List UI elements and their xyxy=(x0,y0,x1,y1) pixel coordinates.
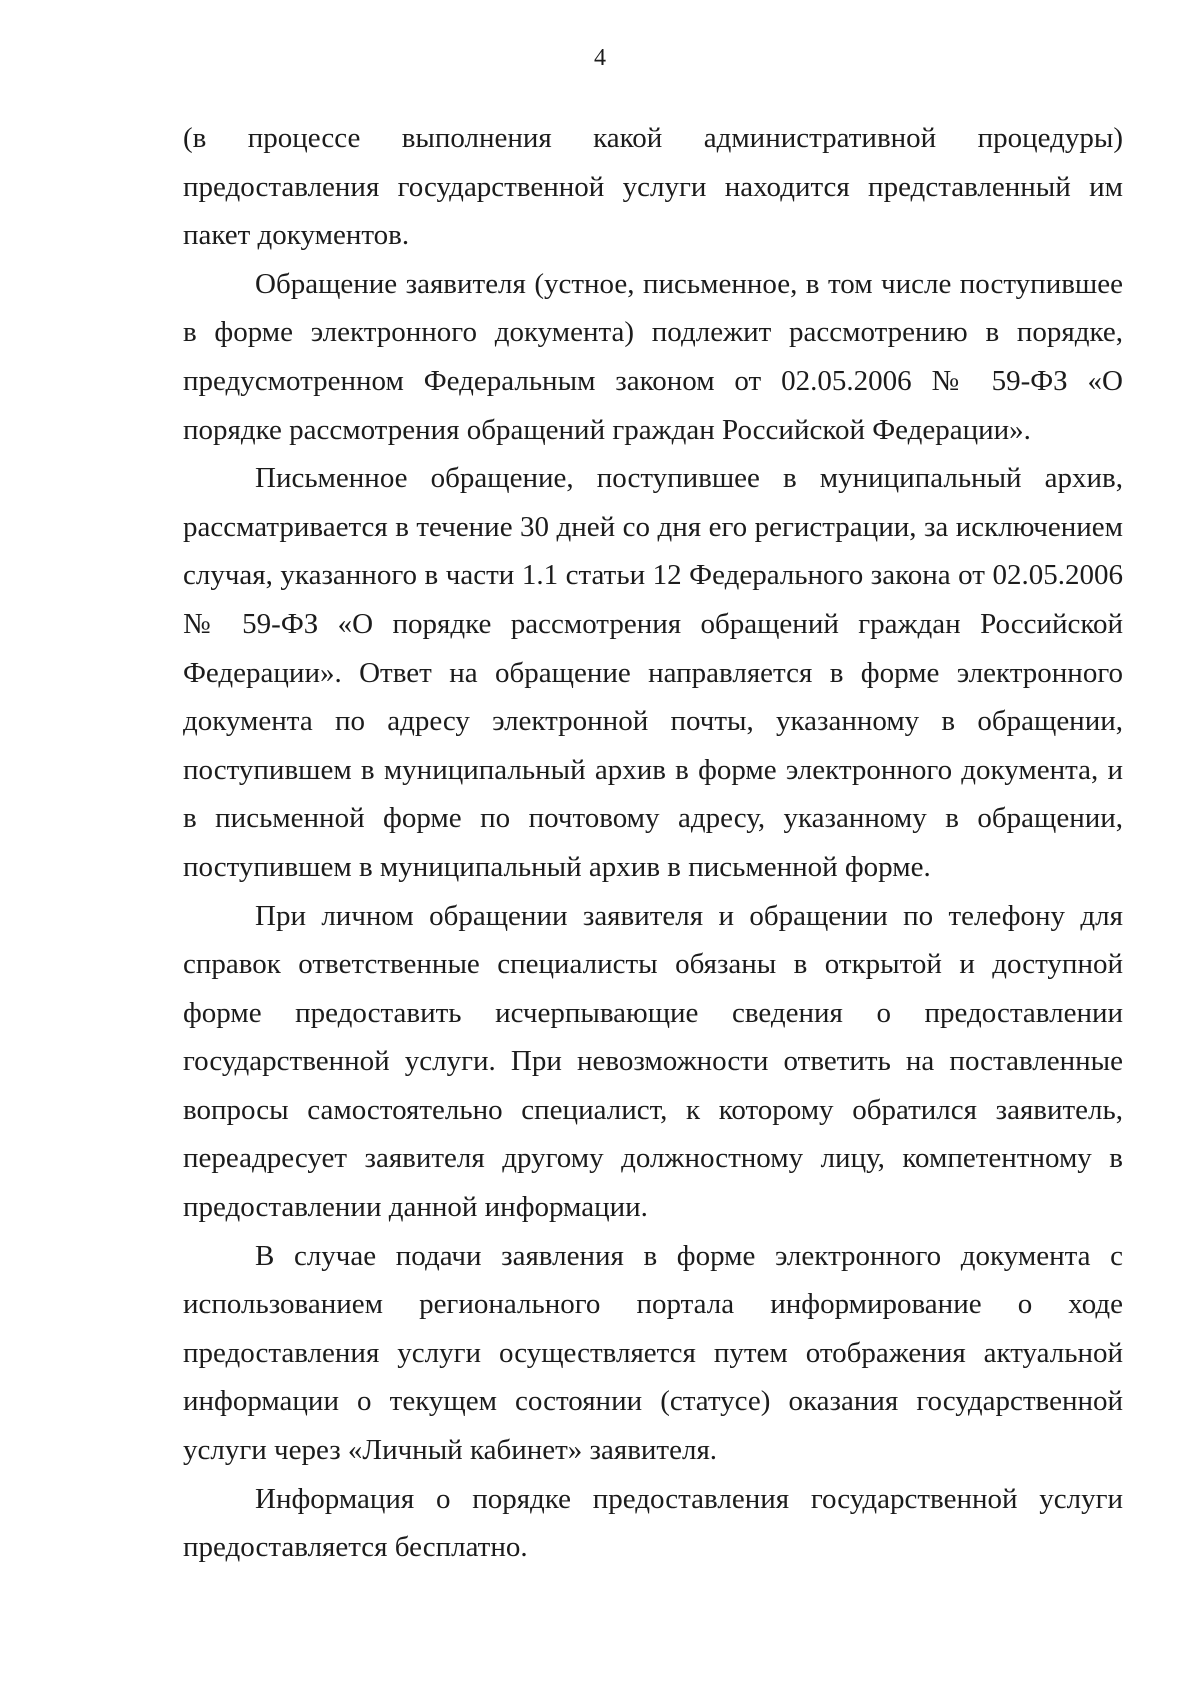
paragraph-personal-appeal: При личном обращении заявителя и обращении по телефону для справок ответственные специалисты обязаны в открытой и доступной форме предоставить исчерпывающие сведения о предоставлении государственной услуги. При невозможности ответить на поставленные вопросы самостоятельно специалист, к которому обратился заявитель, переадресует заявителя другому должностному лицу, компетентному в предоставлении данной информации. xyxy=(183,899,1123,1224)
paragraph-appeal-review: Обращение заявителя (устное, письменное, в том числе поступившее в форме электронного документа) подлежит рассмотрению в порядке, предусмотренном Федеральным законом от 02.05.2006 № 59-ФЗ «О порядке рассмотрения обращений граждан Российской Федерации». xyxy=(183,267,1123,446)
paragraph-continuation: (в процессе выполнения какой административной процедуры) предоставления государственной услуги находится представленный им пакет документов. xyxy=(183,122,1123,252)
paragraph-free-information: Информация о порядке предоставления государственной услуги предоставляется бесплатно. xyxy=(183,1482,1123,1564)
paragraph-electronic-application: В случае подачи заявления в форме электронного документа с использованием регионального портала информирование о ходе предоставления услуги осуществляется путем отображения актуальной информации о текущем состоянии (статусе) оказания государственной услуги через «Личный кабинет» заявителя. xyxy=(183,1239,1123,1467)
page-number: 4 xyxy=(594,45,606,71)
document-body xyxy=(183,114,1123,1572)
paragraph-written-appeal: Письменное обращение, поступившее в муниципальный архив, рассматривается в течение 30 дней со дня его регистрации, за исключением случая, указанного в части 1.1 статьи 12 Федерального закона от 02.05.2006 № 59-ФЗ «О порядке рассмотрения обращений граждан Российской Федерации». Ответ на обращение направляется в форме электронного документа по адресу электронной почты, указанному в обращении, поступившем в муниципальный архив в форме электронного документа, и в письменной форме по почтовому адресу, указанному в обращении, поступившем в муниципальный архив в письменной форме. xyxy=(183,462,1123,883)
